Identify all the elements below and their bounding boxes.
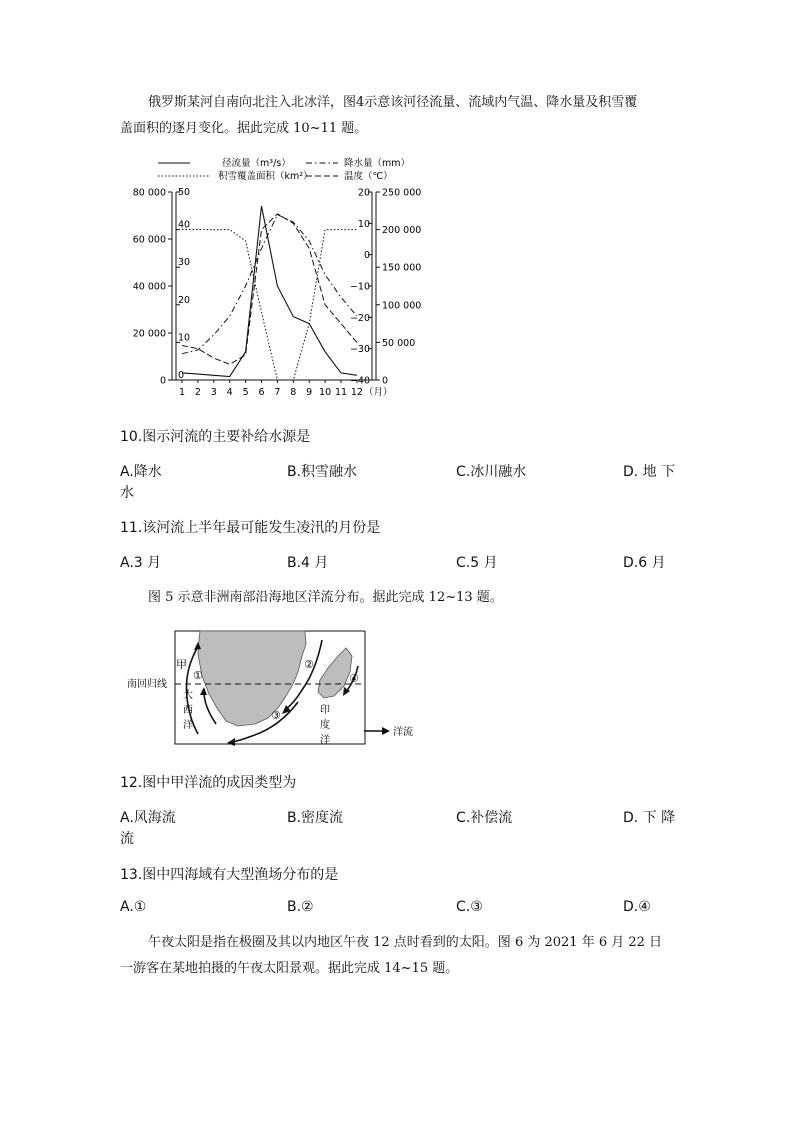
temperature-tick-label: 0 (363, 250, 370, 262)
chart-axes (168, 192, 380, 383)
chart-series (182, 206, 357, 380)
question-12-option-c[interactable]: C.补偿流 (456, 810, 513, 826)
indian-label-2: 度 (320, 720, 330, 731)
indian-label-1: 印 (320, 705, 330, 716)
question-10-option-b[interactable]: B.积雪融水 (287, 464, 358, 480)
legend-precipitation-label: 降水量（mm） (344, 158, 411, 169)
series-line-precipitation (182, 215, 357, 354)
marker-2: ② (304, 658, 314, 671)
x-tick-label: 5 (242, 387, 249, 398)
x-tick-label: 2 (194, 387, 201, 398)
precipitation-tick-label: 0 (178, 370, 185, 381)
x-tick-label: 7 (274, 387, 281, 398)
chart-legend (158, 157, 410, 182)
precipitation-tick-label: 10 (178, 332, 191, 344)
temperature-tick-label: 10 (357, 218, 370, 230)
runoff-tick-label: 80 000 (132, 187, 166, 199)
precipitation-tick-label: 30 (178, 257, 191, 269)
figure-5-map (120, 624, 430, 750)
question-11-option-a[interactable]: A.3 月 (120, 555, 162, 571)
series-line-runoff (182, 206, 357, 376)
map-legend-arrowhead (382, 727, 390, 735)
current-3-arrowhead (227, 738, 235, 746)
series-line-temperature (182, 214, 357, 364)
question-10-option-d-wrap: 水 (120, 485, 134, 501)
legend-runoff-label: 径流量（m³/s） (222, 158, 291, 169)
temperature-tick-label: 20 (357, 187, 370, 199)
question-11-stem: 11.该河流上半年最可能发生凌汛的月份是 (120, 520, 381, 536)
runoff-tick-label: 40 000 (132, 281, 166, 293)
snow-area-tick-label: 100 000 (382, 300, 422, 312)
question-12-option-d-wrap: 流 (120, 831, 134, 847)
atlantic-label-2: 西 (183, 705, 193, 716)
indian-label-3: 洋 (320, 735, 330, 746)
x-unit-label: （月） (363, 387, 393, 398)
question-10-option-d[interactable]: D. 地 下 (623, 464, 676, 480)
question-11-option-c[interactable]: C.5 月 (456, 555, 498, 571)
x-tick-label: 1 (178, 387, 186, 398)
atlantic-label-3: 洋 (183, 720, 193, 731)
question-11-option-d[interactable]: D.6 月 (623, 555, 666, 571)
x-tick-label: 8 (290, 387, 297, 398)
question-12-option-b[interactable]: B.密度流 (287, 810, 344, 826)
temperature-tick-label: −20 (349, 312, 370, 324)
runoff-tick-label: 0 (159, 375, 166, 387)
question-13-option-d[interactable]: D.④ (623, 899, 651, 915)
marker-3: ③ (271, 709, 281, 722)
question-12-option-a[interactable]: A.风海流 (120, 810, 176, 826)
legend-snow-label: 积雪覆盖面积（km²） (218, 171, 313, 182)
temperature-tick-label: −40 (349, 375, 370, 387)
question-10-stem: 10.图示河流的主要补给水源是 (120, 429, 311, 445)
intro-paragraph-14-15: 午夜太阳是指在极圈及其以内地区午夜 12 点时看到的太阳。图 6 为 2021 年 6 月 22 日 (148, 935, 663, 950)
x-tick-label: 9 (306, 387, 313, 398)
temperature-tick-label: −30 (349, 344, 370, 356)
x-tick-label: 4 (226, 387, 233, 398)
marker-4: ④ (349, 672, 359, 685)
snow-area-tick-label: 150 000 (382, 262, 422, 274)
temperature-tick-label: −10 (349, 281, 370, 293)
x-tick-label: 10 (319, 387, 332, 398)
tropic-label: 南回归线 (127, 679, 167, 690)
x-tick-label: 11 (334, 387, 348, 398)
map-legend-label: 洋流 (393, 727, 413, 738)
intro-line-wrap: 盖面积的逐月变化。据此完成 10~11 题。 (120, 121, 368, 136)
runoff-tick-label: 20 000 (132, 328, 166, 340)
question-12-stem: 12.图中甲洋流的成因类型为 (120, 775, 297, 791)
intro-line: 俄罗斯某河自南向北注入北冰洋，图4示意该河径流量、流域内气温、降水量及积雪覆 (148, 95, 638, 110)
x-tick-label: 6 (258, 387, 265, 398)
intro-paragraph-10-11 (148, 90, 688, 116)
label-jia: 甲 (176, 658, 187, 671)
runoff-tick-label: 60 000 (132, 234, 166, 246)
question-10-option-c[interactable]: C.冰川融水 (456, 464, 527, 480)
precipitation-tick-label: 20 (178, 294, 191, 306)
question-13-option-a[interactable]: A.① (120, 899, 147, 915)
precipitation-tick-label: 50 (178, 187, 191, 198)
current-atlantic-inner-arrowhead (200, 687, 207, 695)
question-12-option-d[interactable]: D. 下 降 (623, 810, 676, 826)
question-13-option-c[interactable]: C.③ (456, 899, 483, 915)
precipitation-tick-label: 40 (178, 219, 191, 231)
question-13-stem: 13.图中四海域有大型渔场分布的是 (120, 867, 339, 883)
x-tick-label: 12 (350, 387, 363, 398)
figure-4-chart (120, 150, 440, 408)
atlantic-label-1: 大 (183, 690, 193, 701)
snow-area-tick-label: 250 000 (382, 187, 422, 199)
question-13-option-b[interactable]: B.② (287, 899, 314, 915)
snow-area-tick-label: 0 (382, 375, 389, 387)
question-10-option-a[interactable]: A.降水 (120, 464, 162, 480)
snow-area-tick-label: 50 000 (382, 337, 416, 349)
marker-1: ① (193, 669, 203, 682)
legend-temperature-label: 温度（℃） (344, 171, 393, 182)
intro-line-wrap-14-15: 一游客在某地拍摄的午夜太阳景观。据此完成 14~15 题。 (120, 961, 459, 976)
intro-paragraph-12-13: 图 5 示意非洲南部沿海地区洋流分布。据此完成 12~13 题。 (148, 590, 503, 605)
x-tick-label: 3 (210, 387, 217, 398)
snow-area-tick-label: 200 000 (382, 225, 422, 237)
question-11-option-b[interactable]: B.4 月 (287, 555, 329, 571)
series-line-snow_area (182, 230, 357, 380)
